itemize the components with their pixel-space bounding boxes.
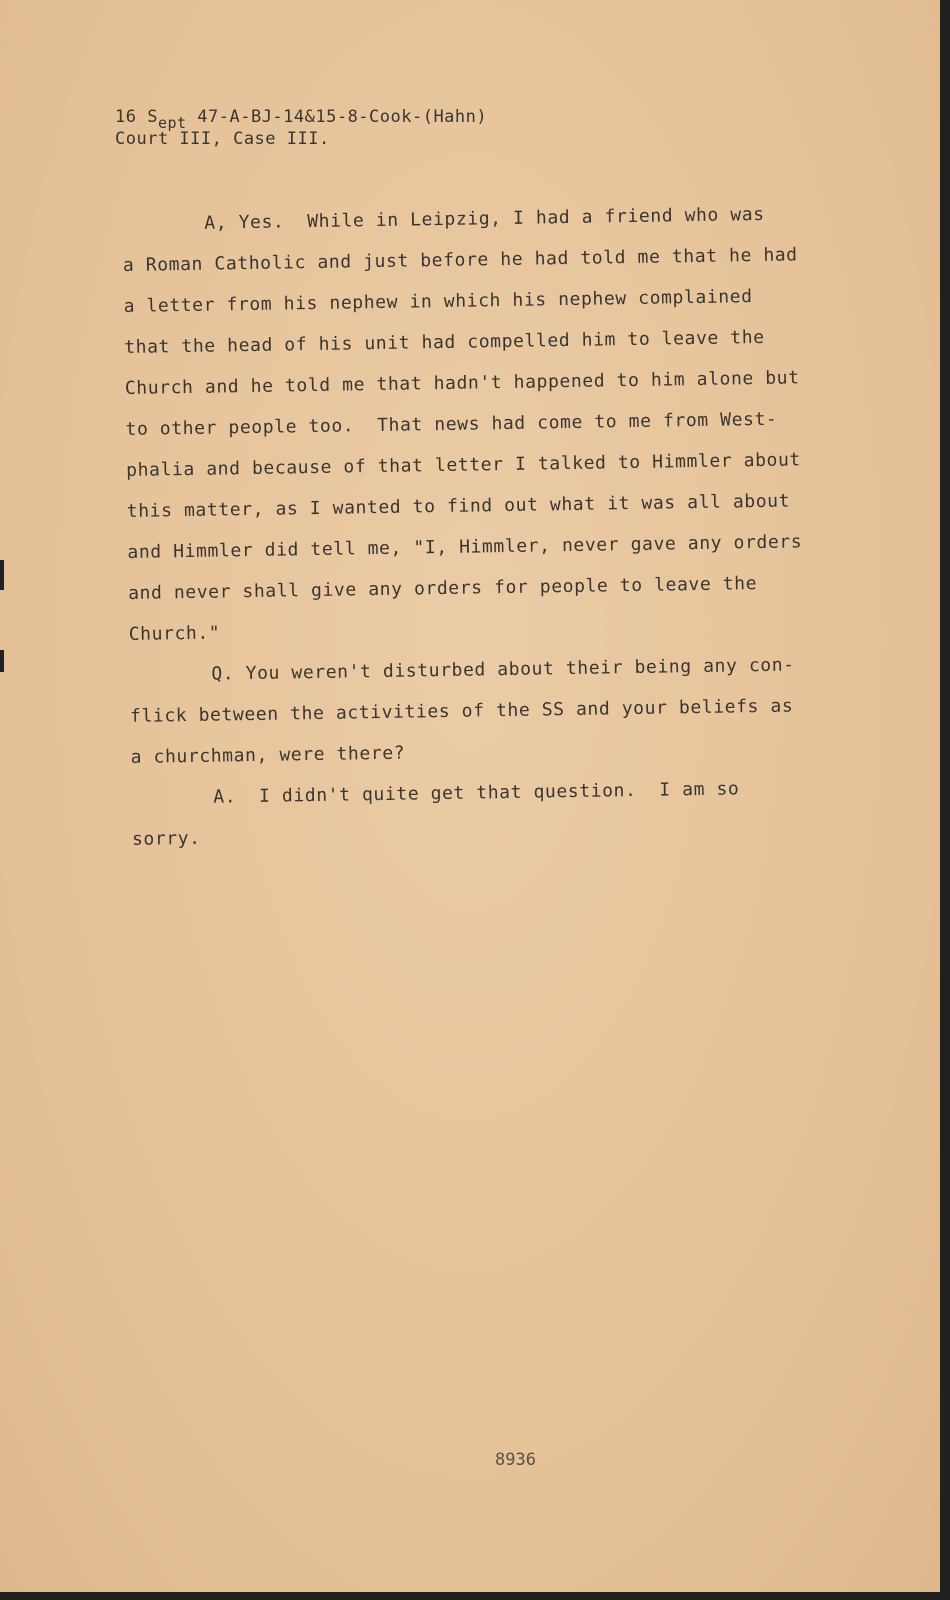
transcript-line: a letter from his nephew in which his nephew complained — [123, 286, 753, 317]
transcript-line: phalia and because of that letter I talked to Himmler about — [126, 449, 802, 481]
transcript-line: and Himmler did tell me, "I, Himmler, never gave any orders — [127, 531, 803, 563]
transcript-line: that the head of his unit had compelled him to leave the — [124, 326, 765, 358]
transcript-line: a churchman, were there? — [130, 742, 406, 768]
scan-edge-mark — [0, 560, 4, 590]
transcript-line: to other people too. That news had come to me from West- — [125, 408, 778, 440]
transcript-line: A, Yes. While in Leipzig, I had a friend who was — [204, 203, 765, 234]
transcript-line: Q. You weren't disturbed about their being any con- — [211, 654, 795, 685]
transcript-line: flick between the activities of the SS and your beliefs as — [129, 695, 794, 727]
header-session-line: 16 Sept 47-A-BJ-14&15-8-Cook-(Hahn) — [115, 107, 488, 132]
transcript-line: Church and he told me that hadn't happened to him alone but — [124, 367, 800, 399]
transcript-body — [122, 192, 892, 860]
transcript-line: a Roman Catholic and just before he had told me that he had — [122, 244, 798, 276]
transcript-line: this matter, as I wanted to find out what it was all about — [126, 490, 791, 522]
transcript-line: sorry. — [131, 827, 201, 850]
document-header — [115, 106, 487, 150]
page-number: 8936 — [495, 1450, 536, 1470]
scan-edge-mark — [0, 650, 4, 672]
transcript-line: A. I didn't quite get that question. I am so — [213, 778, 740, 808]
transcript-line: Church." — [128, 622, 221, 645]
header-court-line: Court III, Case III. — [115, 129, 330, 149]
transcript-line: and never shall give any orders for people to leave the — [127, 573, 758, 604]
